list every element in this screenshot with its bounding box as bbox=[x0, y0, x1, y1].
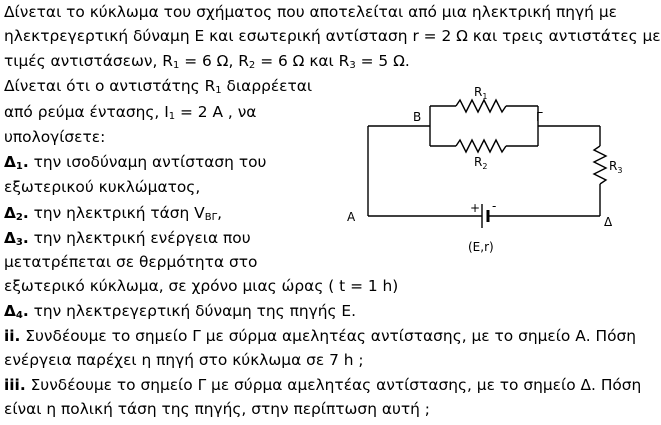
given-text-1a: Δίνεται ότι ο αντιστάτης R bbox=[4, 77, 216, 95]
given-line-3 bbox=[4, 127, 105, 147]
intro-line-3 bbox=[4, 51, 410, 71]
circuit-diagram bbox=[330, 84, 623, 264]
intro-text-2: ηλεκτρεγερτική δύναμη Ε και εσωτερική αντίσταση r = 2 Ω και τρεις αντιστάτες με bbox=[4, 27, 661, 45]
node-a-label: Α bbox=[347, 210, 356, 224]
given-line-1 bbox=[4, 76, 312, 96]
r3-subscript: 3 bbox=[349, 60, 356, 71]
intro-text-1: Δίνεται το κύκλωμα του σχήματος που αποτελείται από μια ηλεκτρική πηγή με bbox=[4, 3, 617, 21]
vbg-subscript: ΒΓ bbox=[204, 212, 218, 223]
battery-plus-label: + bbox=[470, 201, 481, 215]
given-text-2b: = 2 A , να bbox=[175, 103, 257, 121]
question-iii bbox=[4, 375, 641, 395]
iii-label: iii. bbox=[4, 376, 26, 394]
intro-text-3a: τιμές αντιστάσεων, R bbox=[4, 52, 173, 70]
d1-label: Δ bbox=[4, 153, 16, 171]
given-line-2 bbox=[4, 102, 256, 122]
given-text-2a: από ρεύμα έντασης, I bbox=[4, 103, 169, 121]
node-g-label: Γ bbox=[536, 110, 543, 124]
source-label: (E,r) bbox=[468, 240, 494, 254]
d2-number: 2 bbox=[15, 212, 23, 223]
question-ii-cont bbox=[4, 350, 364, 370]
d1-dot: . bbox=[22, 153, 29, 171]
d1-text-b: εξωτερικού κυκλώματος, bbox=[4, 178, 201, 196]
question-d2 bbox=[4, 203, 222, 223]
intro-line-1 bbox=[4, 2, 617, 22]
d3-text-a: την ηλεκτρική ενέργεια που bbox=[28, 229, 251, 247]
resistor-r1 bbox=[456, 100, 506, 112]
iii-text-b: είναι η πολική τάση της πηγής, στην περίπτωση αυτή ; bbox=[4, 400, 430, 418]
ii-text-b: ενέργεια παρέχει η πηγή στο κύκλωμα σε 7 h ; bbox=[4, 351, 364, 369]
r2-subscript: 2 bbox=[248, 60, 256, 71]
question-d3-cont-2 bbox=[4, 276, 398, 296]
given-i1-subscript: 1 bbox=[168, 111, 176, 122]
d1-text-a: την ισοδύναμη αντίσταση του bbox=[28, 153, 267, 171]
r3-label: $R_3$ bbox=[609, 159, 623, 175]
d2-label: Δ bbox=[4, 204, 16, 222]
ii-label: ii. bbox=[4, 327, 21, 345]
r1-subscript: 1 bbox=[172, 60, 180, 71]
question-ii bbox=[4, 326, 636, 346]
d4-dot: . bbox=[22, 302, 29, 320]
question-d1 bbox=[4, 152, 266, 172]
intro-text-3b: = 6 Ω, R bbox=[179, 52, 249, 70]
question-d3 bbox=[4, 228, 251, 248]
node-b-label: Β bbox=[413, 110, 422, 124]
given-r1-subscript: 1 bbox=[215, 85, 222, 96]
d4-label: Δ bbox=[4, 302, 16, 320]
d2-text-a: την ηλεκτρική τάση V bbox=[28, 204, 205, 222]
d2-dot: . bbox=[22, 204, 29, 222]
node-d-label: Δ bbox=[604, 215, 613, 229]
given-text-1b: διαρρέεται bbox=[221, 77, 313, 95]
iii-text-a: Συνδέουμε το σημείο Γ με σύρμα αμελητέας αντίστασης, με το σημείο Δ. Πόση bbox=[25, 376, 642, 394]
ii-text-a: Συνδέουμε το σημείο Γ με σύρμα αμελητέας αντίστασης, με το σημείο Α. Πόση bbox=[20, 327, 637, 345]
given-text-3: υπολογίσετε: bbox=[4, 128, 106, 146]
resistor-r3 bbox=[594, 146, 606, 184]
d1-number: 1 bbox=[15, 161, 23, 172]
battery-minus-label: - bbox=[492, 199, 497, 213]
d3-number: 3 bbox=[15, 237, 23, 248]
d3-label: Δ bbox=[4, 229, 16, 247]
question-iii-cont bbox=[4, 399, 430, 419]
r2-label: $R_2$ bbox=[474, 155, 488, 171]
d4-number: 4 bbox=[15, 310, 23, 321]
intro-line-2 bbox=[4, 26, 661, 46]
d3-text-b: μετατρέπεται σε θερμότητα στο bbox=[4, 253, 258, 271]
intro-text-3c: = 6 Ω και R bbox=[255, 52, 350, 70]
d3-text-c: εξωτερικό κύκλωμα, σε χρόνο μιας ώρας ( t = 1 h) bbox=[4, 277, 399, 295]
question-d4 bbox=[4, 301, 356, 321]
r1-label: $R_1$ bbox=[474, 85, 488, 101]
d4-text: την ηλεκτρεγερτική δύναμη της πηγής Ε. bbox=[28, 302, 357, 320]
resistor-r2 bbox=[456, 140, 506, 152]
intro-text-3d: = 5 Ω. bbox=[355, 52, 410, 70]
d2-text-b: , bbox=[217, 204, 223, 222]
d3-dot: . bbox=[22, 229, 29, 247]
question-d3-cont-1 bbox=[4, 252, 257, 272]
question-d1-cont bbox=[4, 177, 200, 197]
